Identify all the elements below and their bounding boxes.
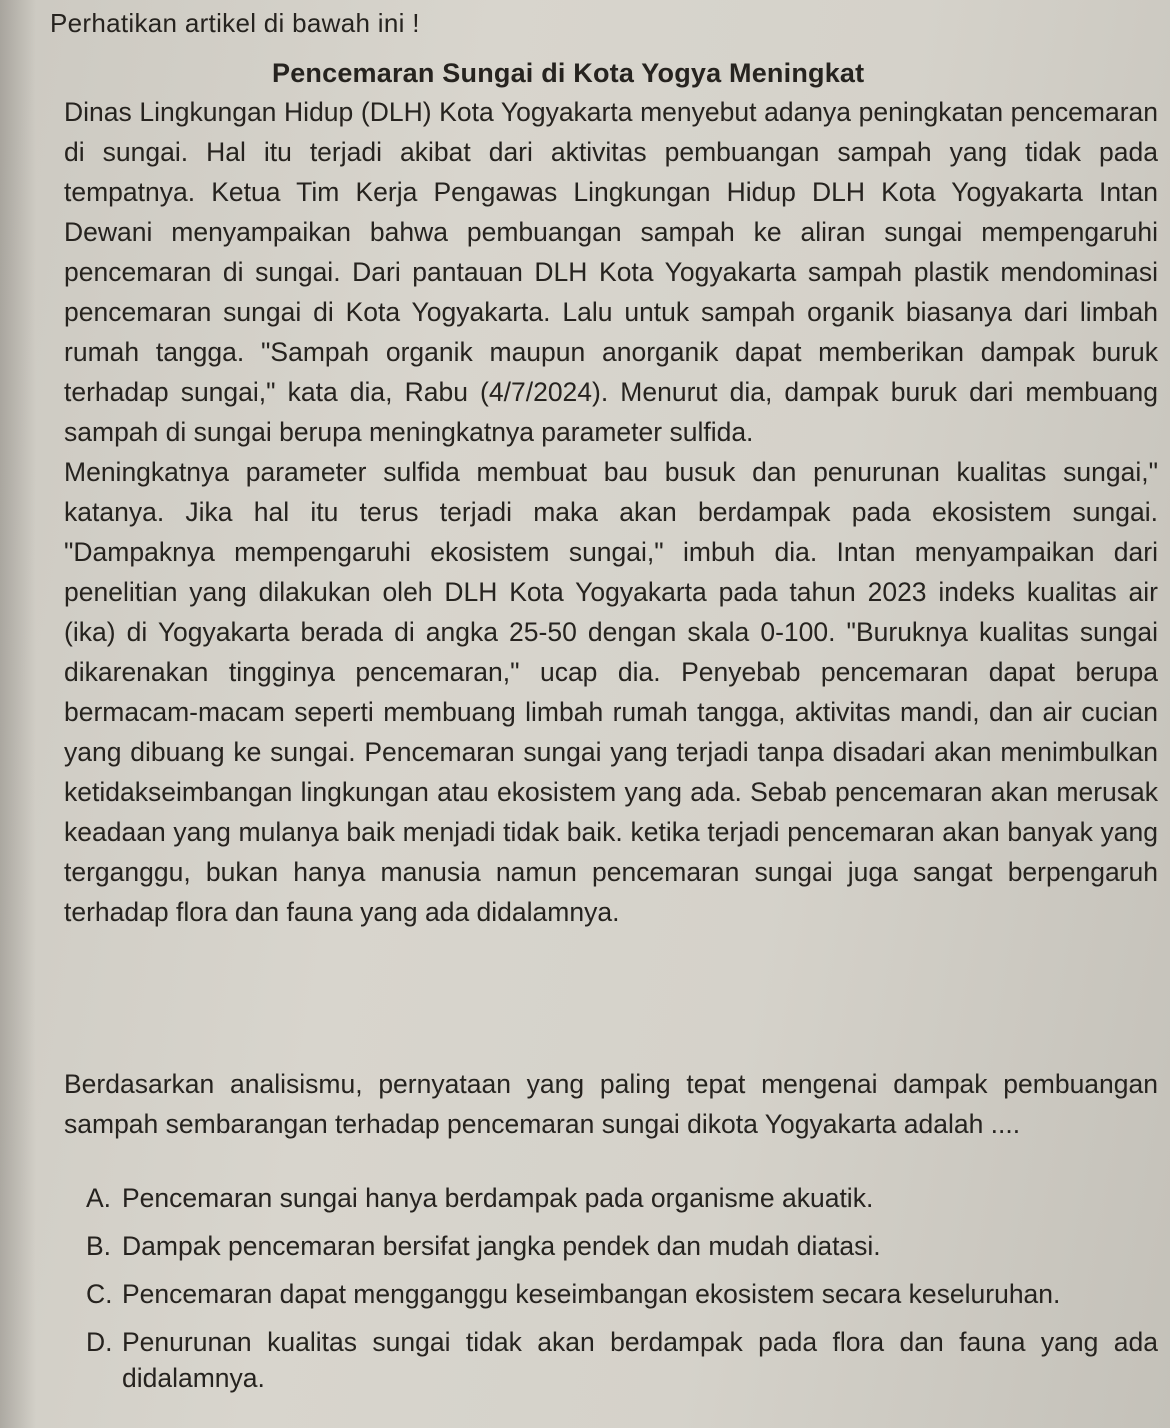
option-a-text: Pencemaran sungai hanya berdampak pada organisme akuatik. bbox=[122, 1183, 874, 1213]
article-title: Pencemaran Sungai di Kota Yogya Meningkat bbox=[272, 58, 865, 88]
option-d-letter: D. bbox=[86, 1327, 113, 1357]
option-c-letter: C. bbox=[86, 1279, 113, 1309]
option-d-text: Penurunan kualitas sungai tidak akan berdampak pada flora dan fauna yang ada didalamnya. bbox=[122, 1327, 1158, 1393]
option-b-text: Dampak pencemaran bersifat jangka pendek dan mudah diatasi. bbox=[122, 1231, 881, 1261]
article-body bbox=[64, 92, 1158, 932]
option-a-letter: A. bbox=[86, 1183, 112, 1213]
article-paragraph-2: Meningkatnya parameter sulfida membuat bau busuk dan penurunan kualitas sungai," katanya. Jika hal itu terus terjadi maka akan berdampak pada ekosistem sungai. "Dampaknya mempengaruhi ekosistem sungai," imbuh dia. Intan menyampaikan dari penelitian yang dilakukan oleh DLH Kota Yogyakarta pada tahun 2023 indeks kualitas air (ika) di Yogyakarta berada di angka 25-50 dengan skala 0-100. "Buruknya kualitas sungai dikarenakan tingginya pencemaran," ucap dia. Penyebab pencemaran dapat berupa bermacam-macam seperti membuang limbah rumah tangga, aktivitas mandi, dan air cucian yang dibuang ke sungai. Pencemaran sungai yang terjadi tanpa disadari akan menimbulkan ketidakseimbangan lingkungan atau ekosistem yang ada. Sebab pencemaran akan merusak keadaan yang mulanya baik menjadi tidak baik. ketika terjadi pencemaran akan banyak yang terganggu, bukan hanya manusia namun pencemaran sungai juga sangat berpengaruh terhadap flora dan fauna yang ada didalamnya. bbox=[64, 457, 1158, 927]
option-b[interactable] bbox=[86, 1228, 1158, 1264]
question-stem: Berdasarkan analisismu, pernyataan yang paling tepat mengenai dampak pembuangan sampah sembarangan terhadap pencemaran sungai dikota Yogyakarta adalah .... bbox=[64, 1069, 1158, 1139]
option-c[interactable] bbox=[86, 1276, 1158, 1312]
instruction-text: Perhatikan artikel di bawah ini ! bbox=[50, 8, 420, 38]
option-d[interactable] bbox=[86, 1324, 1158, 1396]
page-edge-shadow bbox=[0, 0, 36, 1428]
option-b-letter: B. bbox=[86, 1231, 112, 1261]
option-a[interactable] bbox=[86, 1180, 1158, 1216]
answer-options bbox=[86, 1180, 1158, 1408]
article-paragraph-1: Dinas Lingkungan Hidup (DLH) Kota Yogyakarta menyebut adanya peningkatan pencemaran di sungai. Hal itu terjadi akibat dari aktivitas pembuangan sampah yang tidak pada tempatnya. Ketua Tim Kerja Pengawas Lingkungan Hidup DLH Kota Yogyakarta Intan Dewani menyampaikan bahwa pembuangan sampah ke aliran sungai mempengaruhi pencemaran di sungai. Dari pantauan DLH Kota Yogyakarta sampah plastik mendominasi pencemaran sungai di Kota Yogyakarta. Lalu untuk sampah organik biasanya dari limbah rumah tangga. "Sampah organik maupun anorganik dapat memberikan dampak buruk terhadap sungai," kata dia, Rabu (4/7/2024). Menurut dia, dampak buruk dari membuang sampah di sungai berupa meningkatnya parameter sulfida. bbox=[64, 97, 1158, 447]
option-c-text: Pencemaran dapat mengganggu keseimbangan ekosistem secara keseluruhan. bbox=[122, 1279, 1061, 1309]
